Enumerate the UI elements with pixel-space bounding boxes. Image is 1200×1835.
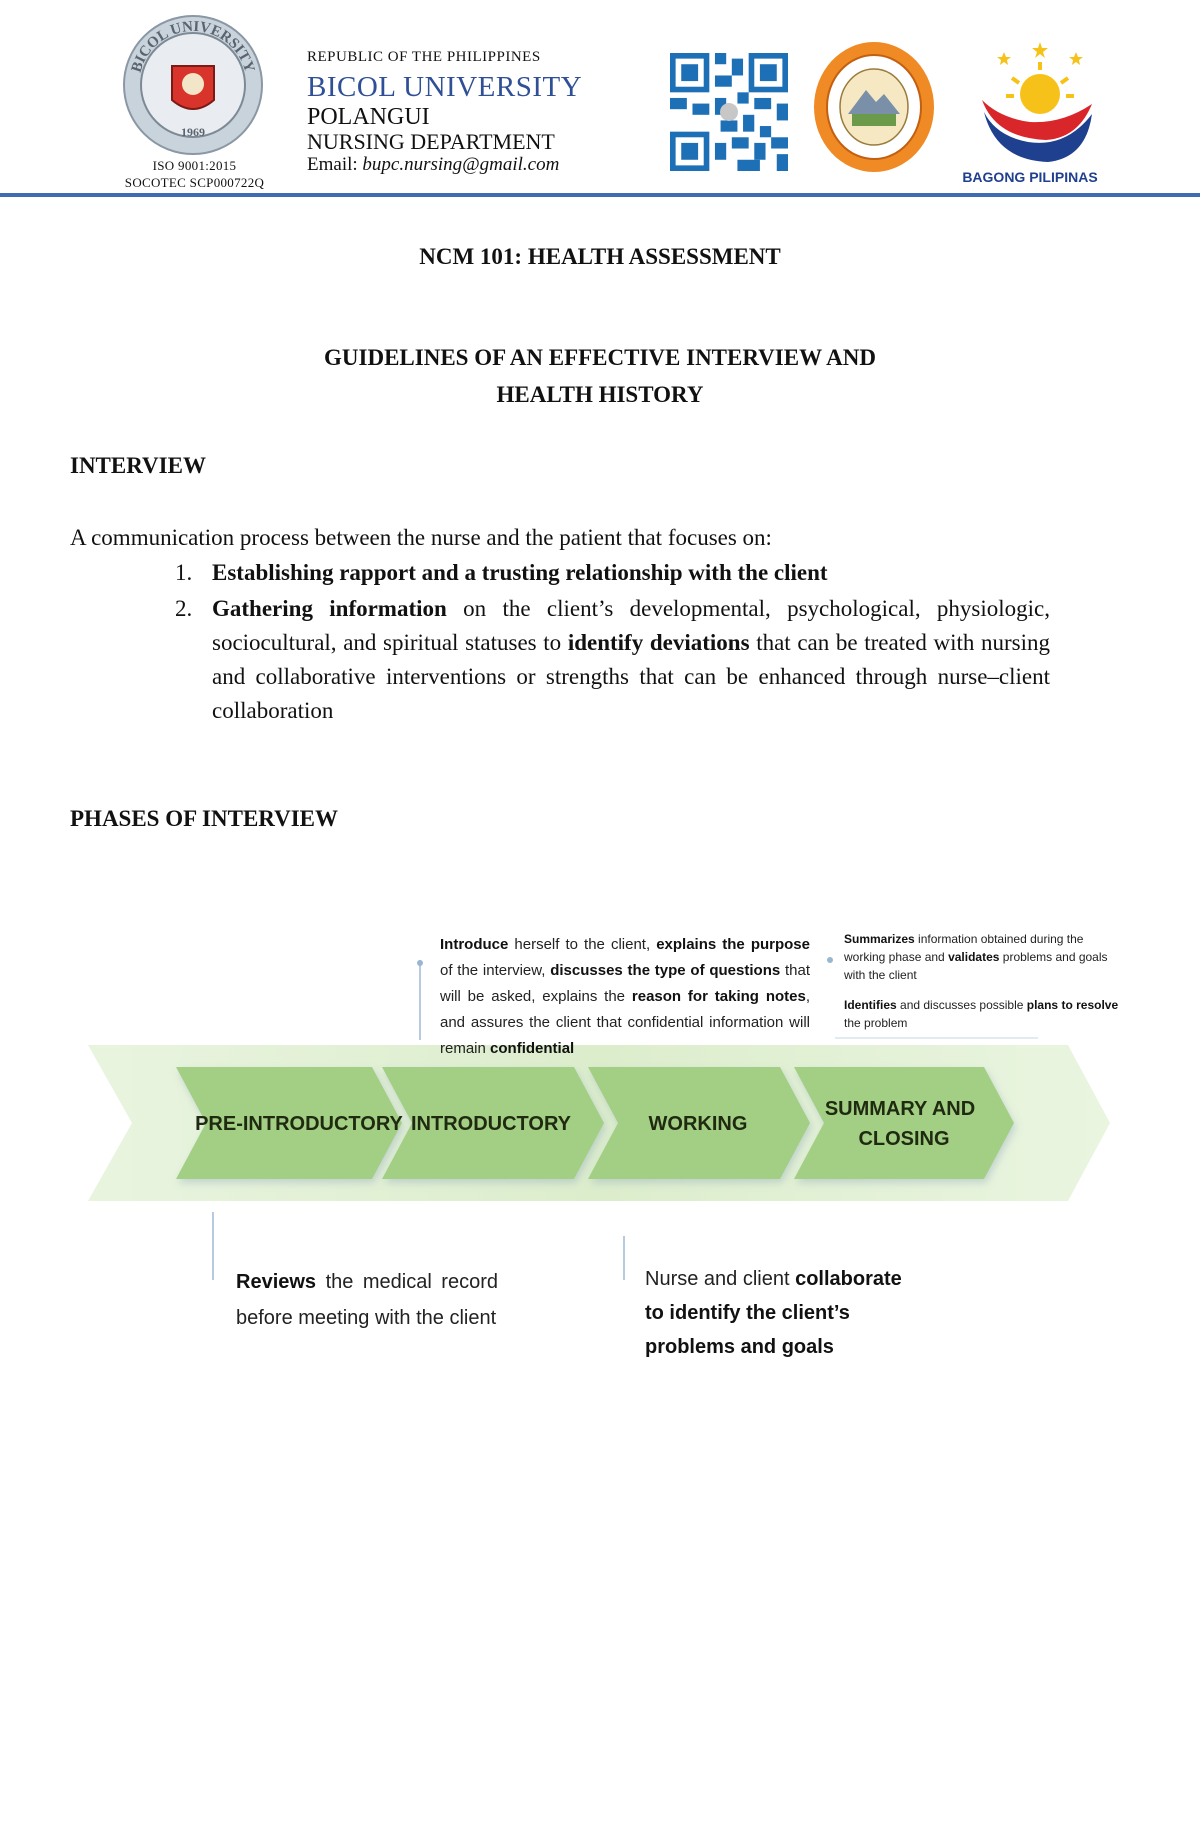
email-line [307, 154, 559, 176]
email-label: Email: [307, 154, 358, 175]
list-item-1: Establishing rapport and a trusting relationship with the client [212, 560, 828, 585]
pre-introductory-note [236, 1264, 498, 1336]
closing-note-line-1 [844, 930, 1124, 984]
note-bold: Summarizes [844, 932, 915, 946]
note-text: problems and goals with the client [844, 950, 1108, 982]
qr-code-icon [670, 53, 788, 171]
department-name: NURSING DEPARTMENT [307, 129, 555, 154]
course-title: NCM 101: HEALTH ASSESSMENT [419, 244, 781, 269]
note-bold: collaborate to identify the client’s problems and goals [645, 1268, 902, 1358]
republic-text: REPUBLIC OF THE PHILIPPINES [307, 49, 541, 65]
chevron-summary-closing [794, 1067, 1014, 1179]
iso-line-2: SOCOTEC SCP000722Q [124, 175, 265, 190]
note-text: the problem [844, 1016, 908, 1030]
university-name: BICOL UNIVERSITY [307, 71, 583, 103]
note-bold: confidential [490, 1040, 575, 1057]
item2-bold-2: identify deviations [567, 630, 750, 655]
note-bold: explains the purpose [656, 936, 810, 953]
list-number-2: 2. [175, 596, 193, 621]
list-number-1: 1. [175, 560, 193, 585]
phase-label-introductory: INTRODUCTORY [411, 1113, 571, 1135]
introductory-note [440, 932, 810, 1062]
campus-name: POLANGUI [307, 104, 430, 130]
note-text: the medical record before meeting with the client [236, 1271, 498, 1329]
working-note [645, 1262, 915, 1364]
document-title-line-2: HEALTH HISTORY [496, 382, 704, 407]
email-address: bupc.nursing@gmail.com [362, 154, 560, 175]
bagong-pilipinas-label: BAGONG PILIPINAS [962, 169, 1098, 185]
note-bold: Reviews [236, 1271, 317, 1293]
phase-label-working: WORKING [648, 1113, 748, 1135]
summary-closing-note [844, 930, 1124, 1032]
note-text: of the interview, [440, 962, 551, 979]
bagong-pilipinas-logo [956, 38, 1106, 188]
note-text: , and assures the client that confidential information will remain [440, 988, 810, 1057]
iso-certification [112, 157, 277, 191]
note-text: and discusses possible [896, 998, 1027, 1012]
note-text: Nurse and client [645, 1268, 796, 1290]
note-text: that will be asked, explains the [440, 962, 810, 1005]
phases-heading: PHASES OF INTERVIEW [70, 806, 339, 831]
seal-text: BICOL UNIVERSITY [128, 18, 258, 75]
closing-note-line-2 [844, 996, 1124, 1032]
item2-text-2: that can be treated with nursing and collaborative interventions or strengths that can be enhanced through nurse–client collaboration [212, 630, 1050, 723]
item2-bold-1: Gathering information [212, 596, 447, 621]
note-bold: Identifies [844, 998, 897, 1012]
note-bold: plans to resolve [1026, 998, 1119, 1012]
note-bold: validates [948, 950, 1000, 964]
note-bold: discusses the type of questions [550, 962, 781, 979]
note-text: herself to the client, [508, 936, 657, 953]
iso-line-1: ISO 9001:2015 [152, 158, 237, 173]
phase-label-summary: SUMMARY AND [824, 1098, 976, 1120]
document-title-line-1: GUIDELINES OF AN EFFECTIVE INTERVIEW AND [324, 345, 876, 370]
item2-text-1: on the client’s developmental, psychological, physiologic, sociocultural, and spiritual statuses to [212, 596, 1050, 655]
bicol-university-seal [122, 14, 264, 156]
nursing-department-logo [812, 40, 936, 174]
note-bold: Introduce [440, 936, 509, 953]
interview-intro: A communication process between the nurse and the patient that focuses on: [70, 525, 772, 550]
interview-heading: INTERVIEW [70, 453, 206, 478]
note-text: information obtained during the working phase and [844, 932, 1084, 964]
phase-label-closing: CLOSING [858, 1128, 950, 1150]
list-item-2 [212, 592, 1050, 728]
header-divider [0, 193, 1200, 197]
seal-year: 1969 [181, 125, 205, 139]
phase-label-pre-introductory: PRE-INTRODUCTORY [195, 1113, 403, 1135]
note-bold: reason for taking notes [631, 988, 806, 1005]
